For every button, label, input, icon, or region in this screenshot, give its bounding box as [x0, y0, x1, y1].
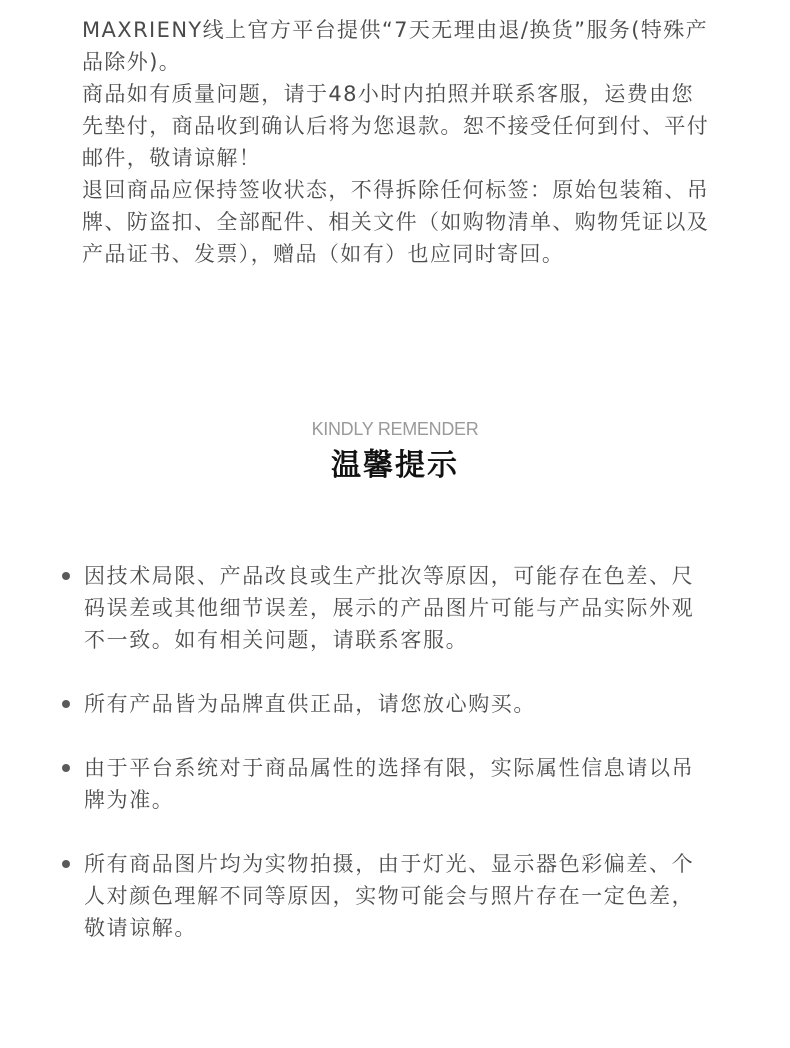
- reminder-text-authentic: 所有产品皆为品牌直供正品，请您放心购买。: [84, 692, 536, 716]
- list-item: [0, 848, 714, 944]
- return-policy-section: [82, 14, 714, 270]
- reminder-text-color-difference: 因技术局限、产品改良或生产批次等原因，可能存在色差、尺码误差或其他细节误差，展示的产品图片可能与产品实际外观不一致。如有相关问题，请联系客服。: [84, 564, 695, 652]
- list-item: [0, 688, 714, 720]
- reminder-text-attributes: 由于平台系统对于商品属性的选择有限，实际属性信息请以吊牌为准。: [84, 756, 695, 812]
- reminder-text-photos: 所有商品图片均为实物拍摄，由于灯光、显示器色彩偏差、个人对颜色理解不同等原因，实物可能会与照片存在一定色差，敬请谅解。: [84, 852, 695, 940]
- policy-paragraph-return-condition: 退回商品应保持签收状态，不得拆除任何标签：原始包装箱、吊牌、防盗扣、全部配件、相关文件（如购物清单、购物凭证以及产品证书、发票），赠品（如有）也应同时寄回。: [82, 178, 710, 266]
- reminder-title-cn: 温馨提示: [331, 448, 459, 483]
- list-item: [0, 752, 714, 816]
- reminder-heading: [0, 418, 790, 486]
- bullet-dot-icon: [62, 700, 70, 708]
- bullet-dot-icon: [62, 764, 70, 772]
- policy-paragraph-quality-issue: 商品如有质量问题，请于48小时内拍照并联系客服，运费由您先垫付，商品收到确认后将为您退款。恕不接受任何到付、平付邮件，敬请谅解！: [82, 82, 710, 170]
- bullet-dot-icon: [62, 572, 70, 580]
- bullet-dot-icon: [62, 860, 70, 868]
- reminder-title-en: KINDLY REMENDER: [311, 419, 479, 439]
- reminder-list: [0, 560, 790, 976]
- list-item: [0, 560, 714, 656]
- policy-paragraph-return-exchange: MAXRIENY线上官方平台提供“7天无理由退/换货”服务(特殊产品除外)。: [82, 18, 709, 74]
